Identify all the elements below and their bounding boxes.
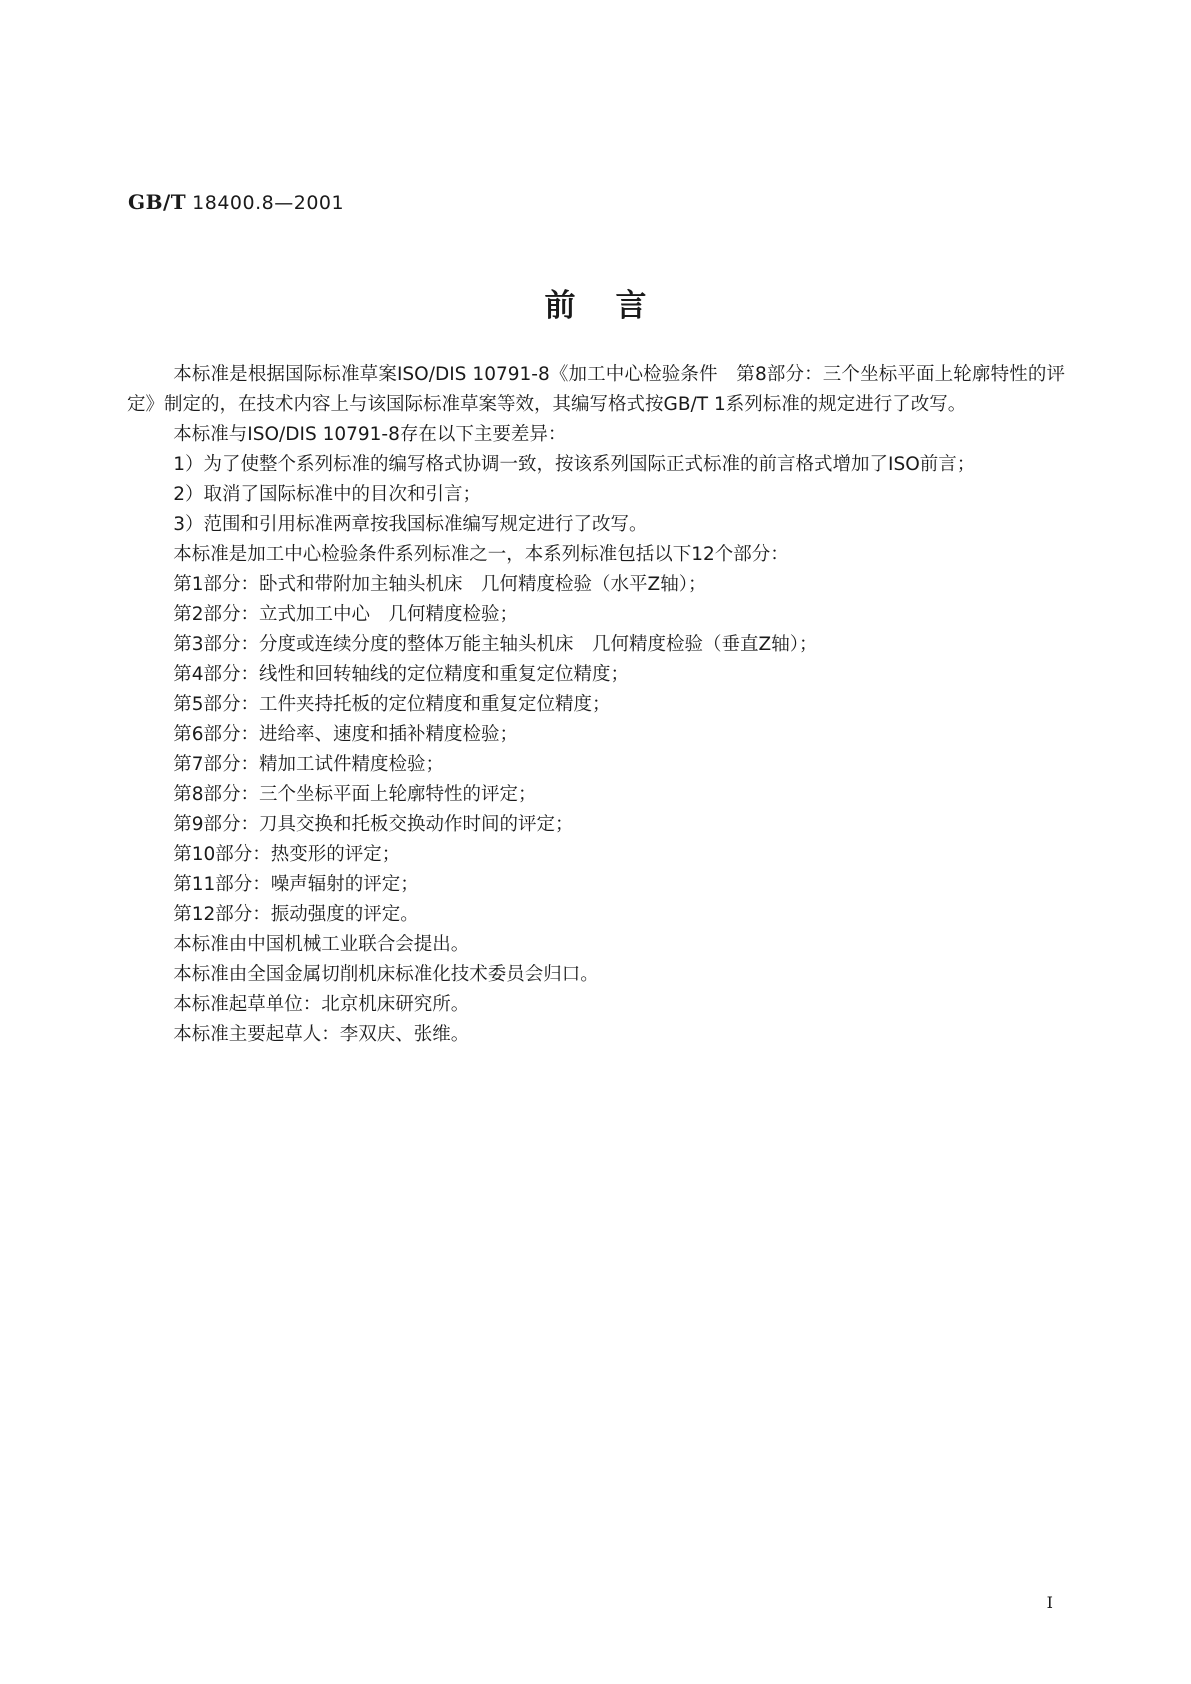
standard-prefix: GB/T xyxy=(128,190,187,214)
differences-intro: 本标准与ISO/DIS 10791-8存在以下主要差异： xyxy=(173,424,567,445)
part-item: 第4部分：线性和回转轴线的定位精度和重复定位精度； xyxy=(173,664,630,685)
standard-number: 18400.8—2001 xyxy=(192,192,345,214)
part-item: 第1部分：卧式和带附加主轴头机床 几何精度检验（水平Z轴）； xyxy=(173,574,707,595)
page-title: 前言 xyxy=(544,288,687,324)
part-item: 第5部分：工件夹持托板的定位精度和重复定位精度； xyxy=(173,694,611,715)
part-item: 第11部分：噪声辐射的评定； xyxy=(173,874,419,895)
difference-item: 1）为了使整个系列标准的编写格式协调一致，按该系列国际正式标准的前言格式增加了ISO前言； xyxy=(173,454,976,475)
closing-line: 本标准由全国金属切削机床标准化技术委员会归口。 xyxy=(173,964,599,985)
part-item: 第10部分：热变形的评定； xyxy=(173,844,401,865)
closing-line: 本标准由中国机械工业联合会提出。 xyxy=(173,934,470,955)
part-item: 第3部分：分度或连续分度的整体万能主轴头机床 几何精度检验（垂直Z轴）； xyxy=(173,634,818,655)
part-item: 第8部分：三个坐标平面上轮廓特性的评定； xyxy=(173,784,537,805)
standard-code xyxy=(128,190,344,214)
part-item: 第2部分：立式加工中心 几何精度检验； xyxy=(173,604,519,625)
series-intro: 本标准是加工中心检验条件系列标准之一，本系列标准包括以下12个部分： xyxy=(173,544,789,565)
page-number: I xyxy=(1046,1593,1053,1612)
difference-item: 3）范围和引用标准两章按我国标准编写规定进行了改写。 xyxy=(173,514,648,535)
part-item: 第12部分：振动强度的评定。 xyxy=(173,904,419,925)
part-item: 第6部分：进给率、速度和插补精度检验； xyxy=(173,724,519,745)
difference-item: 2）取消了国际标准中的目次和引言； xyxy=(173,484,482,505)
closing-line: 本标准主要起草人：李双庆、张维。 xyxy=(173,1024,470,1045)
part-item: 第7部分：精加工试件精度检验； xyxy=(173,754,445,775)
closing-line: 本标准起草单位：北京机床研究所。 xyxy=(173,994,470,1015)
foreword-body xyxy=(127,360,1065,1050)
intro-paragraph: 本标准是根据国际标准草案ISO/DIS 10791-8《加工中心检验条件 第8部分：三个坐标平面上轮廓特性的评定》制定的，在技术内容上与该国际标准草案等效，其编写格式按GB/T 1系列标准的规定进行了改写。 xyxy=(127,364,1065,415)
part-item: 第9部分：刀具交换和托板交换动作时间的评定； xyxy=(173,814,574,835)
